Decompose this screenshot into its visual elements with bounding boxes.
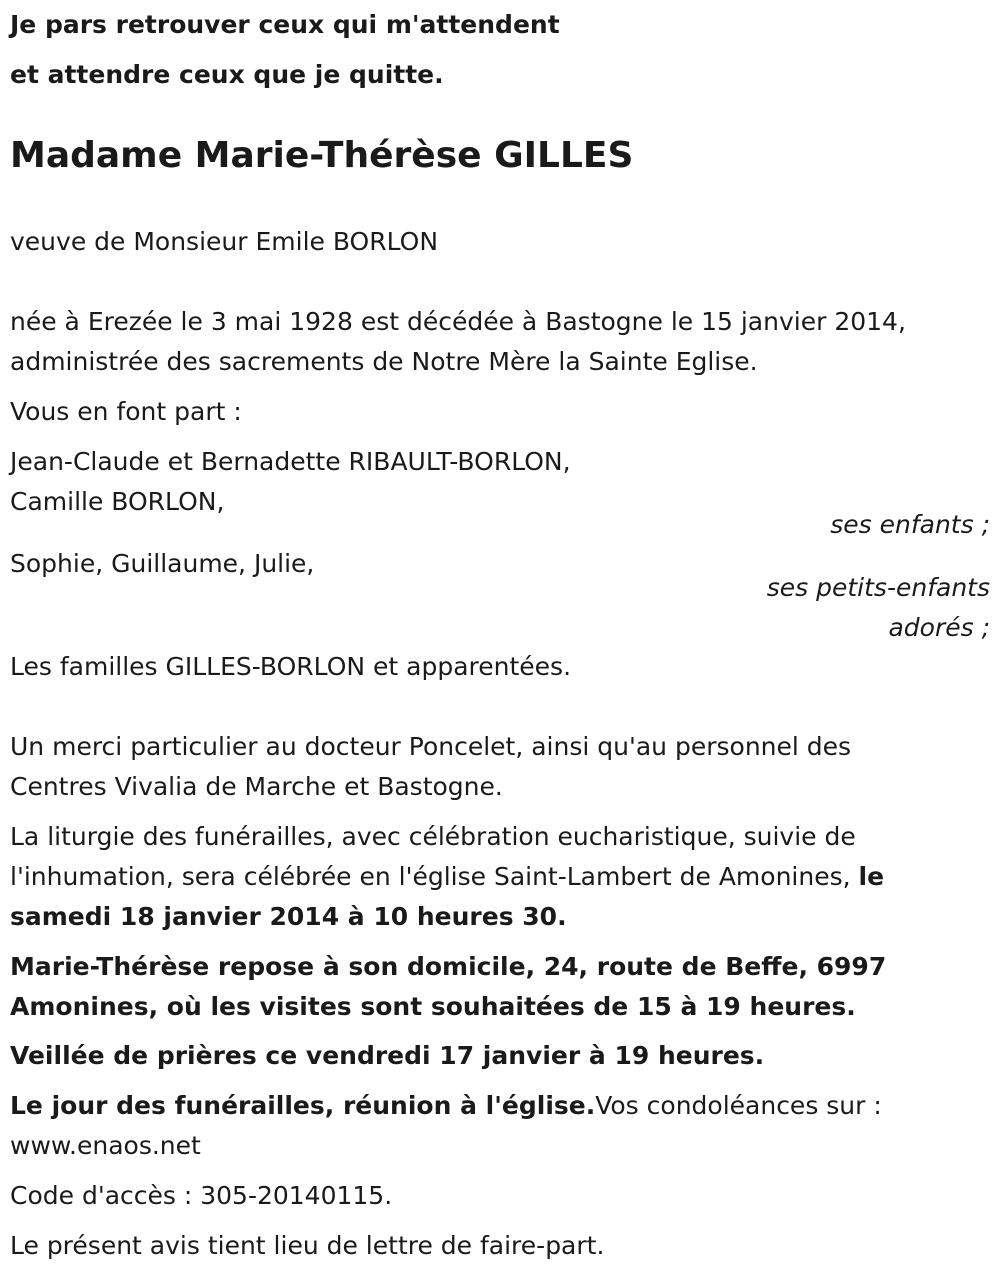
- notice-line: Le présent avis tient lieu de lettre de faire-part.: [10, 1231, 605, 1260]
- liturgy-line-2: [10, 862, 884, 892]
- birth-death-line-2: administrée des sacrements de Notre Mère la Sainte Eglise.: [10, 347, 758, 376]
- liturgy-line-2-bold: le: [858, 862, 885, 891]
- condolences-text: Vos condoléances sur :: [595, 1091, 882, 1120]
- children-role: ses enfants ;: [830, 510, 990, 539]
- thanks-line-1: Un merci particulier au docteur Poncelet, ainsi qu'au personnel des: [10, 732, 852, 761]
- access-code: Code d'accès : 305-20140115.: [10, 1181, 393, 1210]
- meeting-bold: Le jour des funérailles, réunion à l'église.: [10, 1091, 596, 1120]
- birth-death-line-1: née à Erezée le 3 mai 1928 est décédée à Bastogne le 15 janvier 2014,: [10, 307, 906, 336]
- liturgy-line-3: samedi 18 janvier 2014 à 10 heures 30.: [10, 902, 567, 931]
- liturgy-line-2-text: l'inhumation, sera célébrée en l'église Saint-Lambert de Amonines,: [10, 862, 851, 891]
- liturgy-line-1: La liturgie des funérailles, avec célébration eucharistique, suivie de: [10, 822, 856, 851]
- thanks-line-2: Centres Vivalia de Marche et Bastogne.: [10, 772, 503, 801]
- spouse-line: veuve de Monsieur Emile BORLON: [10, 227, 439, 256]
- condolences-url[interactable]: www.enaos.net: [10, 1131, 201, 1160]
- epigraph-line-2: et attendre ceux que je quitte.: [10, 60, 444, 89]
- rest-line-2: Amonines, où les visites sont souhaitées de 15 à 19 heures.: [10, 992, 856, 1021]
- epigraph-line-1: Je pars retrouver ceux qui m'attendent: [10, 10, 560, 39]
- children-line-2: Camille BORLON,: [10, 487, 225, 516]
- announce-line: Vous en font part :: [10, 397, 242, 426]
- grandchildren-role-1: ses petits-enfants: [766, 573, 990, 602]
- vigil-line: Veillée de prières ce vendredi 17 janvier à 19 heures.: [10, 1041, 765, 1070]
- grandchildren-line: Sophie, Guillaume, Julie,: [10, 549, 315, 578]
- rest-line-1: Marie-Thérèse repose à son domicile, 24, route de Beffe, 6997: [10, 952, 887, 981]
- families-line: Les familles GILLES-BORLON et apparentées.: [10, 652, 572, 681]
- children-line-1: Jean-Claude et Bernadette RIBAULT-BORLON,: [10, 447, 571, 476]
- meeting-line: [10, 1091, 882, 1121]
- grandchildren-role-2: adorés ;: [888, 613, 990, 642]
- deceased-name: Madame Marie-Thérèse GILLES: [10, 135, 634, 176]
